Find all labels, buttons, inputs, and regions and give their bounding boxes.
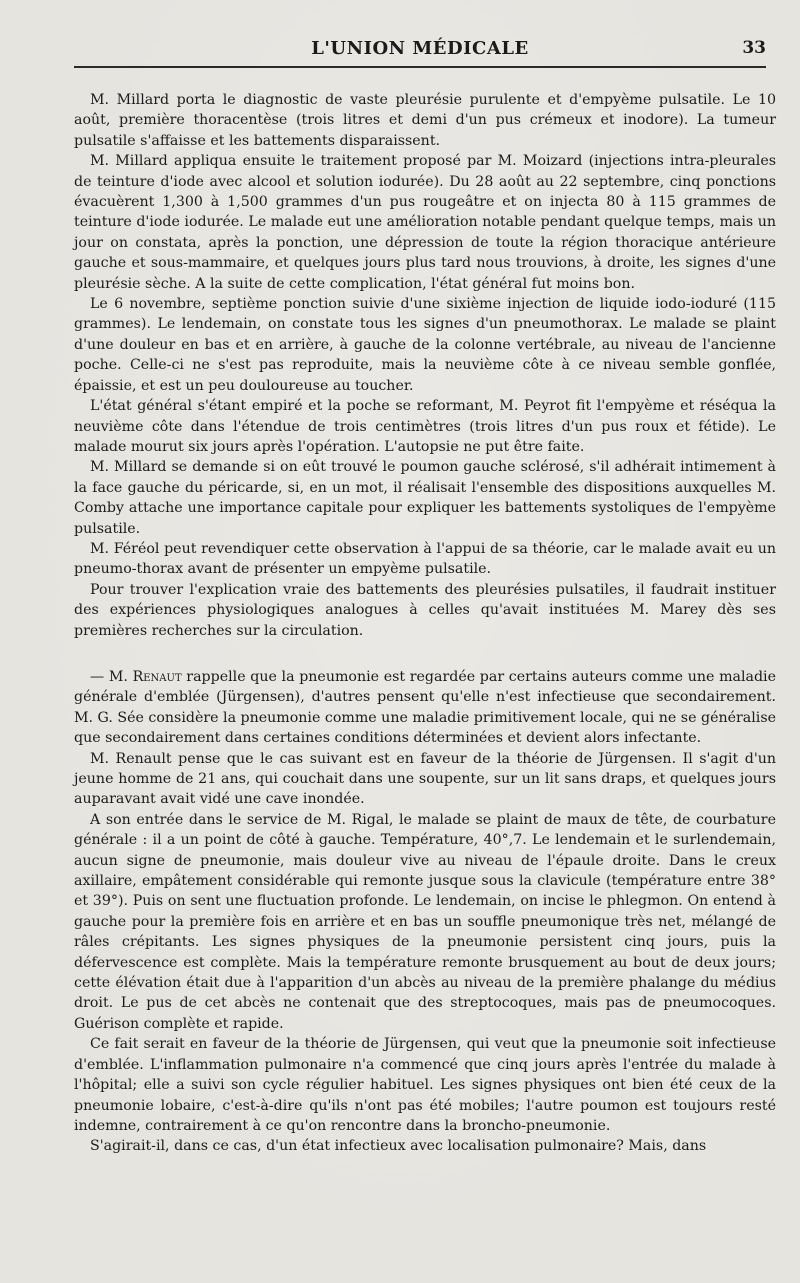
section-gap	[74, 641, 776, 667]
paragraph-renaut	[74, 667, 776, 749]
page-number: 33	[742, 38, 766, 58]
paragraph: Le 6 novembre, septième ponction suivie d'une sixième injection de liquide iodo-ioduré (115 grammes). Le lendemain, on constate tous les signes d'un pneumothorax. Le malade se plaint d'une douleur en bas et en arrière, à gauche de la colonne vertébrale, au niveau de l'ancienne poche. Celle-ci ne s'est pas reproduite, mais la neuvième côte à ce niveau semble gonflée, épaissie, et est un peu douloureuse au toucher.	[74, 296, 776, 394]
running-title: L'UNION MÉDICALE	[311, 38, 529, 59]
paragraph: L'état général s'étant empiré et la poche se reformant, M. Peyrot fit l'empyème et réséqua la neuvième côte dans l'étendue de trois centimètres (trois litres d'un pus roux et fétide). Le malade mourut six jours après l'opération. L'autopsie ne put être faite.	[74, 398, 776, 455]
paragraph: Ce fait serait en faveur de la théorie de Jürgensen, qui veut que la pneumonie soit infectieuse d'emblée. L'inflammation pulmonaire n'a commencé que cinq jours après l'entrée du malade à l'hôpital; elle a suivi son cycle régulier habituel. Les signes physiques ont bien été ceux de la pneumonie lobaire, c'est-à-dire qu'ils n'ont pas été mobiles; l'autre poumon est toujours resté indemne, contrairement à ce qu'on rencontre dans la broncho-pneumonie.	[74, 1036, 776, 1134]
paragraph: M. Renault pense que le cas suivant est en faveur de la théorie de Jürgensen. Il s'agit d'un jeune homme de 21 ans, qui couchait dans une soupente, sur un lit sans draps, et quelques jours auparavant avait vidé une cave inondée.	[74, 750, 776, 808]
paragraph: M. Millard appliqua ensuite le traitement proposé par M. Moizard (injections intra-pleurales de teinture d'iode avec alcool et solution iodurée). Du 28 août au 22 septembre, cinq ponctions évacuèrent 1,300 à 1,500 grammes d'un pus rougeâtre et on injecta 80 à 115 grammes de teinture d'iode iodurée. Le malade eut une amélioration notable pendant quelque temps, mais un jour on constata, après la ponction, une dépression de toute la région thoracique antérieure gauche et sous-mammaire, et quelques jours plus tard nous trouvions, à droite, les signes d'une pleurésie sèche. A la suite de cette complication, l'état général fut moins bon.	[74, 153, 776, 292]
paragraph: Pour trouver l'explication vraie des battements des pleurésies pulsatiles, il faudrait instituer des expériences physiologiques analogues à celles qu'avait instituées M. Marey dès ses premières recherches sur la circulation.	[74, 581, 776, 639]
paragraph: M. Millard porta le diagnostic de vaste pleurésie purulente et d'empyème pulsatile. Le 10 août, première thoracentèse (trois litres et demi d'un pus crémeux et inodore). La tumeur pulsatile s'affaisse et les battements disparaissent.	[74, 92, 776, 149]
paragraph: S'agirait-il, dans ce cas, d'un état infectieux avec localisation pulmonaire? Mais, dans	[90, 1138, 707, 1155]
page-header	[74, 36, 766, 68]
paragraph: M. Millard se demande si on eût trouvé le poumon gauche sclérosé, s'il adhérait intimement à la face gauche du péricarde, si, en un mot, il réalisait l'ensemble des dispositions auxquelles M. Comby attache une importance capitale pour expliquer les battements systoliques de l'empyème pulsatile.	[74, 459, 776, 537]
speaker-name: Renaut	[132, 668, 182, 685]
paragraph: A son entrée dans le service de M. Rigal, le malade se plaint de maux de tête, de courbature générale : il a un point de côté à gauche. Température, 40°,7. Le lendemain et le surlendemain, aucun signe de pneumonie, mais douleur vive au niveau de l'épaule droite. Dans le creux axillaire, empâtement considérable qui remonte jusque sous la clavicule (température entre 38° et 39°). Puis on sent une fluctuation profonde. Le lendemain, on incise le phlegmon. On entend à gauche pour la première fois en arrière et en bas un souffle pneumonique très net, mélangé de râles crépitants. Les signes physiques de la pneumonie persistent cinq jours, puis la défervescence est complète. Mais la température remonte brusquement au bout de deux jours; cette élévation était due à l'apparition d'un abcès au niveau de la première phalange du médius droit. Le pus de cet abcès ne contenait que des streptocoques, mais pas de pneumocoques. Guérison complète et rapide.	[74, 811, 776, 1032]
paragraph: M. Féréol peut revendiquer cette observation à l'appui de sa théorie, car le malade avait eu un pneumo-thorax avant de présenter un empyème pulsatile.	[74, 540, 776, 578]
paragraph-text: rappelle que la pneumonie est regardée par certains auteurs comme une maladie générale d'emblée (Jürgensen), d'autres pensent qu'elle n'est infectieuse que secondairement. M. G. Sée considère la pneumonie comme une maladie primitivement locale, qui ne se généralise que secondairement dans certaines conditions déterminées et devient alors infectante.	[74, 668, 776, 747]
speaker-prefix: — M.	[90, 668, 133, 685]
article-body	[74, 90, 776, 1157]
